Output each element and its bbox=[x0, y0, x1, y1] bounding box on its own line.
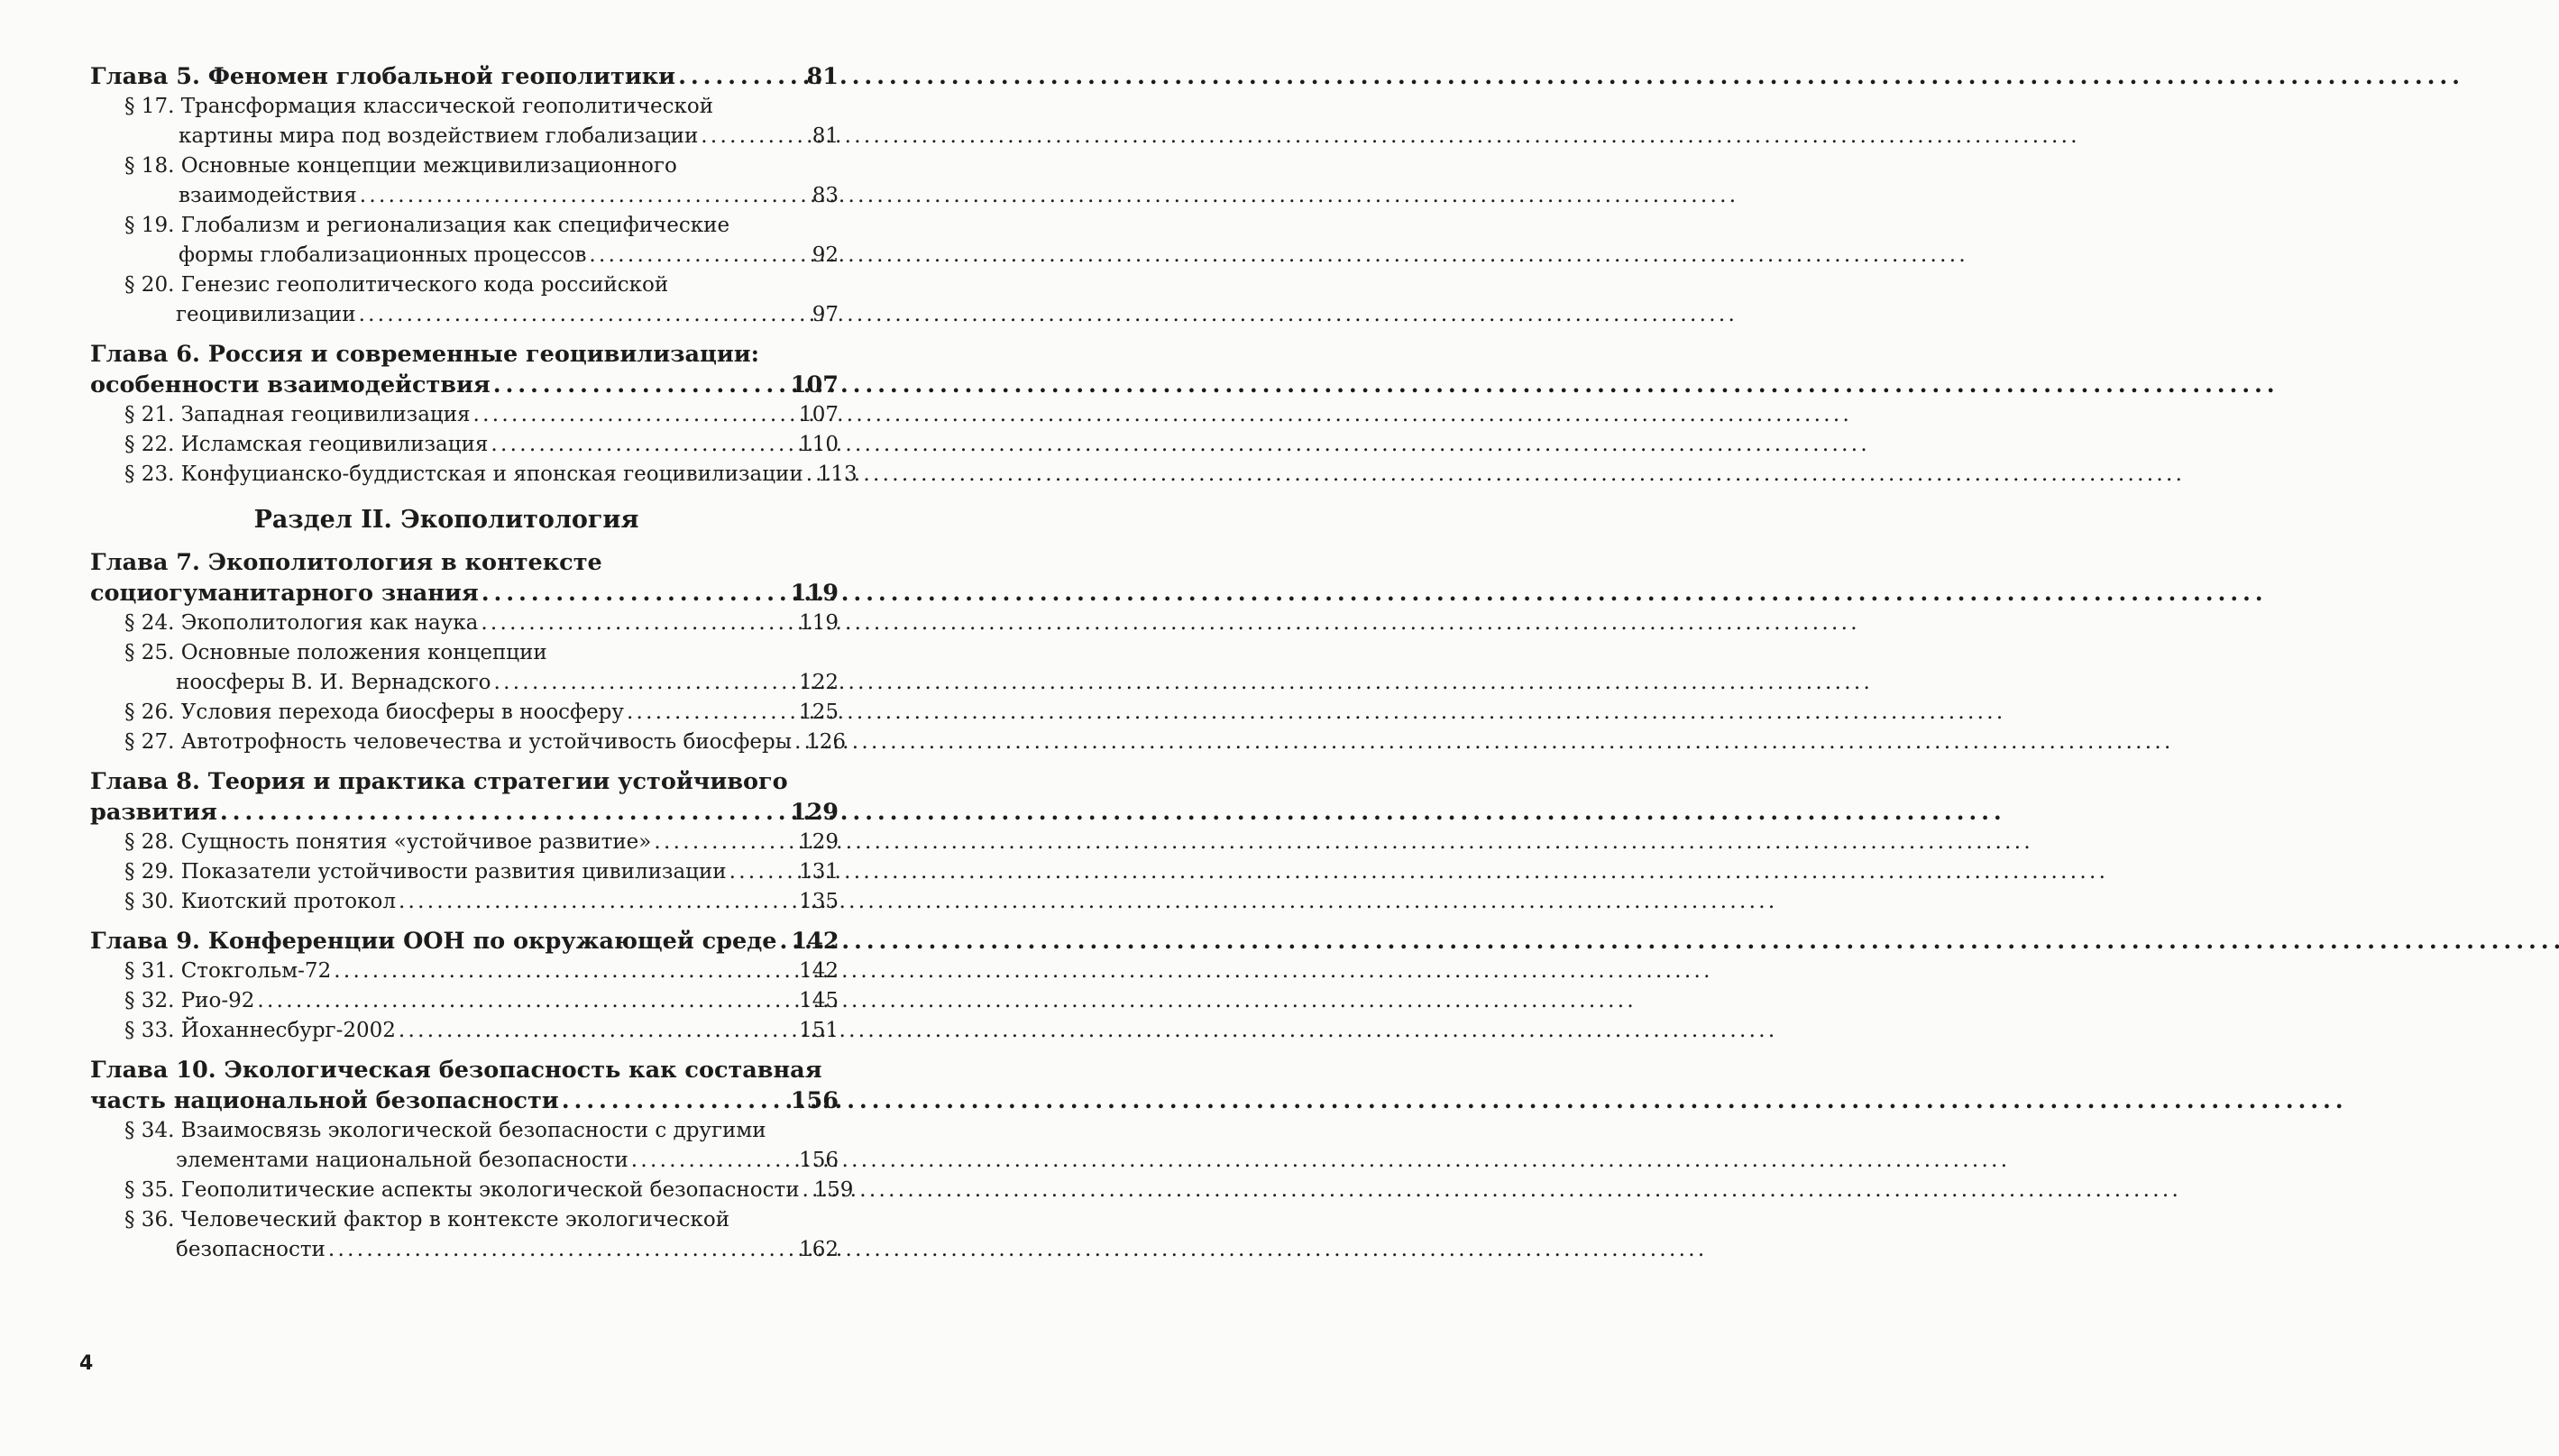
paragraph-title: § 22. Исламская геоцивилизация bbox=[124, 433, 489, 456]
toc-chapter-entry[interactable] bbox=[90, 547, 839, 609]
page-ref: 151 bbox=[799, 1019, 839, 1042]
page-ref: 145 bbox=[799, 989, 839, 1012]
toc-chapter-entry[interactable] bbox=[90, 926, 839, 957]
toc-paragraph-entry[interactable] bbox=[90, 211, 839, 270]
dot-leader bbox=[493, 370, 788, 400]
toc-paragraph-entry[interactable] bbox=[90, 430, 839, 460]
paragraph-title: § 27. Автотрофность человечества и устойчивость биосферы bbox=[124, 730, 793, 754]
dot-leader bbox=[482, 578, 788, 609]
dot-leader bbox=[729, 857, 796, 887]
page-ref: 129 bbox=[790, 799, 839, 826]
page-ref: 129 bbox=[799, 830, 839, 854]
dot-leader bbox=[701, 122, 809, 151]
toc-paragraph-entry[interactable] bbox=[90, 1176, 854, 1205]
toc-paragraph-entry[interactable] bbox=[90, 728, 846, 757]
page-ref: 135 bbox=[799, 890, 839, 913]
paragraph-title: § 18. Основные концепции межцивилизационного bbox=[124, 154, 677, 178]
toc-paragraph-entry[interactable] bbox=[90, 460, 858, 490]
chapter-title: Глава 6. Россия и современные геоцивилизации: bbox=[90, 341, 760, 368]
dot-leader bbox=[494, 668, 797, 698]
page-ref: 142 bbox=[799, 959, 839, 983]
toc-chapter-entry[interactable] bbox=[90, 61, 839, 92]
dot-leader bbox=[220, 797, 788, 828]
toc-paragraph-entry[interactable] bbox=[90, 957, 839, 986]
page-ref: 159 bbox=[813, 1178, 854, 1202]
toc-paragraph-entry[interactable] bbox=[90, 609, 839, 638]
paragraph-title: формы глобализационных процессов bbox=[179, 243, 587, 267]
paragraph-title: § 34. Взаимосвязь экологической безопасности с другими bbox=[124, 1119, 766, 1142]
paragraph-title: элементами национальной безопасности bbox=[176, 1149, 628, 1172]
chapter-title: социогуманитарного знания bbox=[90, 580, 479, 607]
dot-leader bbox=[589, 241, 809, 270]
page-ref: 119 bbox=[790, 580, 839, 607]
chapter-title: Глава 7. Экополитология в контексте bbox=[90, 549, 602, 576]
toc-chapter-entry[interactable] bbox=[90, 1055, 839, 1116]
table-of-contents bbox=[90, 61, 858, 1265]
toc-paragraph-entry[interactable] bbox=[90, 638, 839, 698]
dot-leader bbox=[654, 828, 796, 857]
paragraph-title: § 36. Человеческий фактор в контексте экологической bbox=[124, 1208, 730, 1232]
paragraph-title: § 35. Геополитические аспекты экологической безопасности bbox=[124, 1178, 800, 1202]
paragraph-title: § 23. Конфуцианско-буддистская и японская геоцивилизации bbox=[124, 462, 803, 486]
paragraph-title: § 25. Основные положения концепции bbox=[124, 641, 547, 664]
toc-paragraph-entry[interactable] bbox=[90, 857, 839, 887]
dot-leader bbox=[803, 1176, 812, 1205]
page-ref: 162 bbox=[799, 1238, 839, 1261]
page-ref: 92 bbox=[812, 243, 839, 267]
page-ref: 97 bbox=[812, 303, 839, 326]
dot-leader bbox=[257, 986, 796, 1016]
page-ref: 122 bbox=[799, 671, 839, 694]
dot-leader bbox=[806, 460, 815, 490]
page-ref: 107 bbox=[799, 403, 839, 426]
dot-leader bbox=[328, 1235, 796, 1265]
dot-leader bbox=[779, 926, 788, 957]
toc-paragraph-entry[interactable] bbox=[90, 270, 839, 330]
toc-chapter-entry[interactable] bbox=[90, 339, 839, 400]
paragraph-title: § 21. Западная геоцивилизация bbox=[124, 403, 471, 426]
paragraph-title: § 20. Генезис геополитического кода российской bbox=[124, 273, 669, 297]
paragraph-title: § 29. Показатели устойчивости развития цивилизации bbox=[124, 860, 727, 884]
paragraph-title: § 30. Киотский протокол bbox=[124, 890, 396, 913]
page-number: 4 bbox=[79, 1352, 94, 1375]
paragraph-title: § 32. Рио-92 bbox=[124, 989, 255, 1012]
page-ref: 156 bbox=[799, 1149, 839, 1172]
paragraph-title: § 33. Йоханнесбург-2002 bbox=[124, 1019, 396, 1042]
dot-leader bbox=[473, 400, 797, 430]
paragraph-title: § 19. Глобализм и регионализация как специфические bbox=[124, 214, 730, 237]
toc-paragraph-entry[interactable] bbox=[90, 151, 839, 211]
paragraph-title: геоцивилизации bbox=[176, 303, 356, 326]
paragraph-title: § 17. Трансформация классической геополитической bbox=[124, 95, 714, 118]
chapter-title: особенности взаимодействия bbox=[90, 371, 491, 398]
page-ref: 83 bbox=[812, 184, 839, 207]
paragraph-title: ноосферы В. И. Вернадского bbox=[176, 671, 491, 694]
dot-leader bbox=[491, 430, 796, 460]
chapter-title: Глава 9. Конференции ООН по окружающей среде bbox=[90, 928, 777, 955]
chapter-title: часть национальной безопасности bbox=[90, 1087, 559, 1114]
page-ref: 81 bbox=[812, 124, 839, 148]
dot-leader bbox=[481, 609, 796, 638]
toc-paragraph-entry[interactable] bbox=[90, 1116, 839, 1176]
chapter-title: Глава 10. Экологическая безопасность как составная bbox=[90, 1057, 822, 1084]
chapter-title: развития bbox=[90, 799, 217, 826]
paragraph-title: § 24. Экополитология как наука bbox=[124, 611, 479, 635]
paragraph-title: безопасности bbox=[176, 1238, 326, 1261]
toc-paragraph-entry[interactable] bbox=[90, 1016, 839, 1046]
page-ref: 119 bbox=[799, 611, 839, 635]
page-ref: 110 bbox=[799, 433, 839, 456]
paragraph-title: § 28. Сущность понятия «устойчивое развитие» bbox=[124, 830, 652, 854]
page-ref: 81 bbox=[806, 63, 839, 90]
chapter-title: Глава 8. Теория и практика стратегии устойчивого bbox=[90, 768, 788, 795]
dot-leader bbox=[334, 957, 796, 986]
page-ref: 126 bbox=[806, 730, 846, 754]
dot-leader bbox=[794, 728, 803, 757]
toc-paragraph-entry[interactable] bbox=[90, 92, 839, 151]
dot-leader bbox=[678, 61, 803, 92]
dot-leader bbox=[359, 300, 810, 330]
dot-leader bbox=[631, 1146, 796, 1176]
paragraph-title: картины мира под воздействием глобализации bbox=[179, 124, 699, 148]
page-ref: 113 bbox=[817, 462, 858, 486]
toc-chapter-entry[interactable] bbox=[90, 766, 839, 828]
dot-leader bbox=[399, 887, 796, 917]
paragraph-title: взаимодействия bbox=[179, 184, 357, 207]
toc-paragraph-entry[interactable] bbox=[90, 1205, 839, 1265]
dot-leader bbox=[360, 181, 810, 211]
toc-paragraph-entry[interactable] bbox=[90, 887, 839, 917]
toc-paragraph-entry[interactable] bbox=[90, 986, 839, 1016]
page-ref: 131 bbox=[799, 860, 839, 884]
section-heading: Раздел II. Экополитология bbox=[253, 506, 639, 534]
page-ref: 125 bbox=[799, 701, 839, 724]
page-ref: 142 bbox=[791, 928, 839, 955]
dot-leader bbox=[627, 698, 796, 728]
page-ref: 156 bbox=[790, 1087, 839, 1114]
toc-paragraph-entry[interactable] bbox=[90, 698, 839, 728]
page-ref: 107 bbox=[790, 371, 839, 398]
paragraph-title: § 31. Стокгольм-72 bbox=[124, 959, 332, 983]
paragraph-title: § 26. Условия перехода биосферы в ноосферу bbox=[124, 701, 624, 724]
dot-leader bbox=[562, 1085, 788, 1116]
toc-paragraph-entry[interactable] bbox=[90, 400, 839, 430]
dot-leader bbox=[399, 1016, 796, 1046]
toc-paragraph-entry[interactable] bbox=[90, 828, 839, 857]
chapter-title: Глава 5. Феномен глобальной геополитики bbox=[90, 63, 676, 90]
